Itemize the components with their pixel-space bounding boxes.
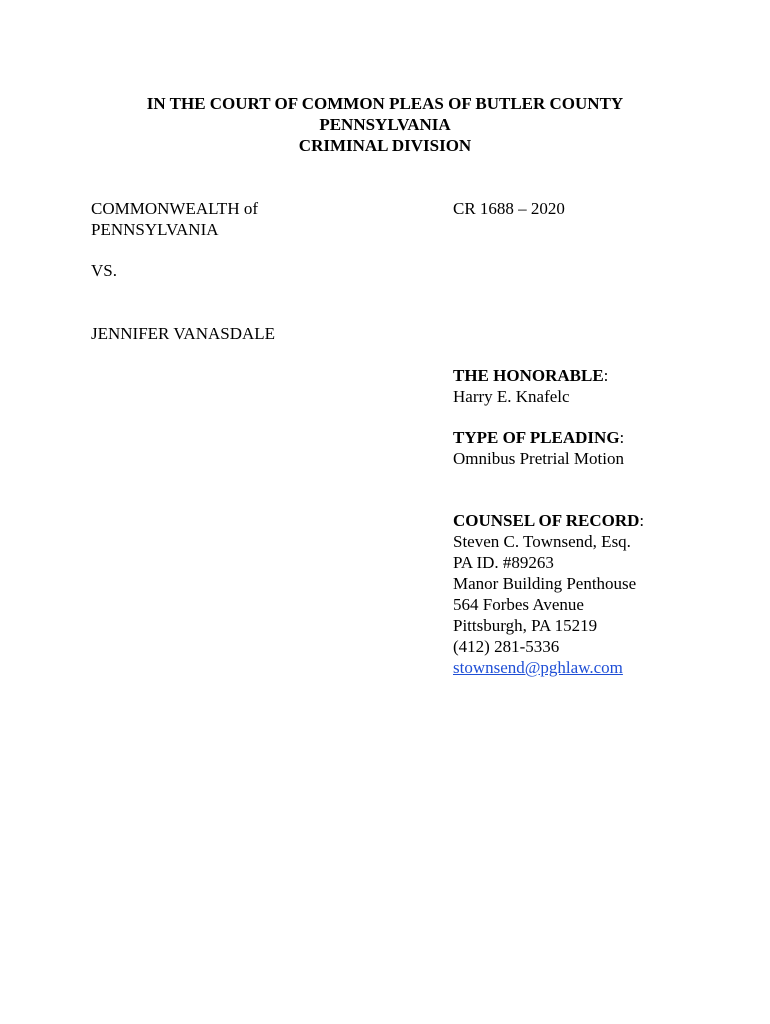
counsel-colon: : (639, 511, 645, 530)
judge-block (453, 365, 753, 407)
judge-colon: : (603, 366, 609, 385)
counsel-email-link[interactable]: stownsend@pghlaw.com (453, 658, 623, 677)
counsel-phone: (412) 281-5336 (453, 637, 560, 656)
pleading-block (453, 427, 753, 469)
case-number-block (453, 198, 753, 219)
counsel-city-state-zip: Pittsburgh, PA 15219 (453, 616, 598, 635)
counsel-address-line-1: Manor Building Penthouse (453, 574, 637, 593)
plaintiff-line-2: PENNSYLVANIA (91, 220, 219, 239)
court-caption (0, 93, 770, 156)
counsel-email-line (453, 657, 753, 678)
pleading-label: TYPE OF PLEADING (453, 428, 620, 447)
counsel-address-line-2: 564 Forbes Avenue (453, 595, 584, 614)
pleading-heading (453, 427, 753, 448)
defendant-name: JENNIFER VANASDALE (91, 324, 276, 343)
judge-heading (453, 365, 753, 386)
case-number: CR 1688 – 2020 (453, 199, 565, 218)
versus-block (91, 260, 391, 281)
versus-text: VS. (91, 261, 117, 280)
plaintiff-line-1: COMMONWEALTH of (91, 199, 259, 218)
judge-label: THE HONORABLE (453, 366, 604, 385)
counsel-block (453, 510, 753, 678)
counsel-pa-id: PA ID. #89263 (453, 553, 554, 572)
pleading-colon: : (619, 428, 625, 447)
plaintiff-block (91, 198, 391, 240)
counsel-label: COUNSEL OF RECORD (453, 511, 640, 530)
counsel-name: Steven C. Townsend, Esq. (453, 532, 631, 551)
defendant-block (91, 323, 391, 344)
counsel-heading (453, 510, 753, 531)
pleading-type: Omnibus Pretrial Motion (453, 449, 624, 468)
judge-name: Harry E. Knafelc (453, 387, 570, 406)
caption-state: PENNSYLVANIA (319, 115, 451, 134)
caption-division: CRIMINAL DIVISION (298, 136, 472, 155)
caption-court-name: IN THE COURT OF COMMON PLEAS OF BUTLER COUNTY (146, 94, 624, 113)
